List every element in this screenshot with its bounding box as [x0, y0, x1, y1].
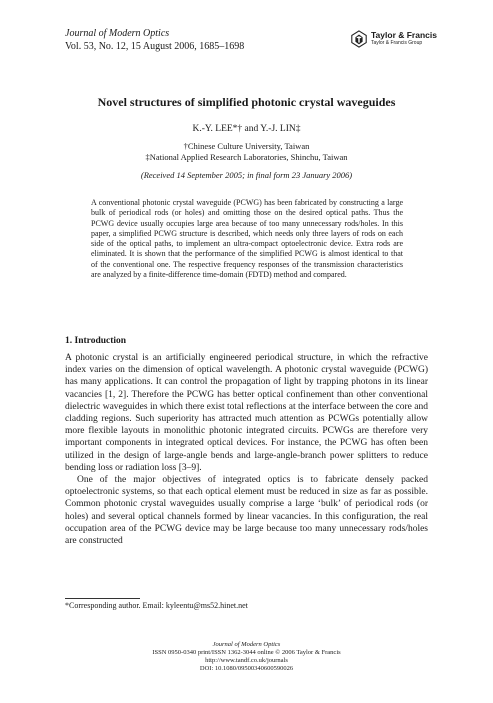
footnote: *Corresponding author. Email: kyleentu@ms52.hinet.net — [65, 601, 248, 610]
article-authors: K.-Y. LEE*† and Y.-J. LIN‡ — [192, 124, 301, 134]
imprint-issn: ISSN 0950-0340 print/ISSN 1362-3044 online © 2006 Taylor & Francis — [152, 649, 341, 656]
publisher-group: Taylor & Francis Group — [371, 40, 423, 46]
section-heading: 1. Introduction — [65, 336, 127, 346]
paragraph-2: One of the major objectives of integrated optics is to fabricate densely packed optoelectronic systems, so that each optical element must be reduced in size as far as possible. Common photonic crystal waveguides usually comprise a large ‘bulk’ of periodical rods (or holes) and several optical channels formed by linear vacancies. In this configuration, the real occupation area of the PCWG device may be large because too many unnecessary rods/holes are constructed — [65, 475, 428, 547]
affiliation-1: †Chinese Culture University, Taiwan — [183, 141, 310, 151]
volume-info: Vol. 53, No. 12, 15 August 2006, 1685–1698 — [65, 41, 245, 52]
footnote-divider — [65, 598, 140, 599]
imprint-url[interactable]: http://www.tandf.co.uk/journals — [205, 657, 288, 664]
article-title: Novel structures of simplified photonic crystal waveguides — [97, 95, 396, 109]
imprint-doi: DOI: 10.1080/09500340600590026 — [199, 665, 294, 672]
journal-name: Journal of Modern Optics — [65, 28, 170, 39]
body-text — [65, 352, 428, 547]
paragraph-1: A photonic crystal is an artificially engineered periodical structure, in which the refractive index varies on the dimension of optical wavelength. A photonic crystal waveguide (PCWG) has many applications. It can control the propagation of light by trapping photons in its linear vacancies [1, 2]. Therefore the PCWG has better optical confinement than other conventional dielectric waveguides in which there exist total reflections at the interface between the core and cladding regions. Such superiority has attracted much attention as PCWGs potentially allow more flexible layouts in monolithic photonic integrated circuits. PCWGs are therefore very important components in integrated optical devices. For instance, the PCWG has often been utilized in the design of large-angle bends and large-angle-branch power splitters to reduce bending loss or radiation loss [3–9]. — [65, 353, 428, 473]
publisher-name: Taylor & Francis — [371, 30, 437, 40]
journal-header — [65, 27, 244, 53]
abstract: A conventional photonic crystal waveguide (PCWG) has been fabricated by constructing a large bulk of periodical rods (or holes) and omitting those on the desired optical paths. Thus the PCWG device usually occupies large area because of too many unnecessary rods/holes. In this paper, a simplified PCWG structure is described, which needs only three layers of rods on each side of the optical paths, to implement an ultra-compact optoelectronic device. Extra rods are eliminated. It is shown that the performance of the simplified PCWG is almost identical to that of the conventional one. The respective frequency responses of the transmission characteristics are analyzed by a finite-difference time-domain (FDTD) method and compared. — [91, 198, 403, 280]
taylor-francis-logo-icon — [350, 30, 368, 48]
affiliation-2: ‡National Applied Research Laboratories, Shinchu, Taiwan — [145, 152, 348, 162]
received-dates: (Received 14 September 2005; in final form 23 January 2006) — [140, 170, 353, 180]
affiliations — [0, 141, 493, 163]
publisher-logo — [350, 30, 437, 48]
imprint — [0, 641, 493, 673]
imprint-journal: Journal of Modern Optics — [212, 641, 281, 648]
